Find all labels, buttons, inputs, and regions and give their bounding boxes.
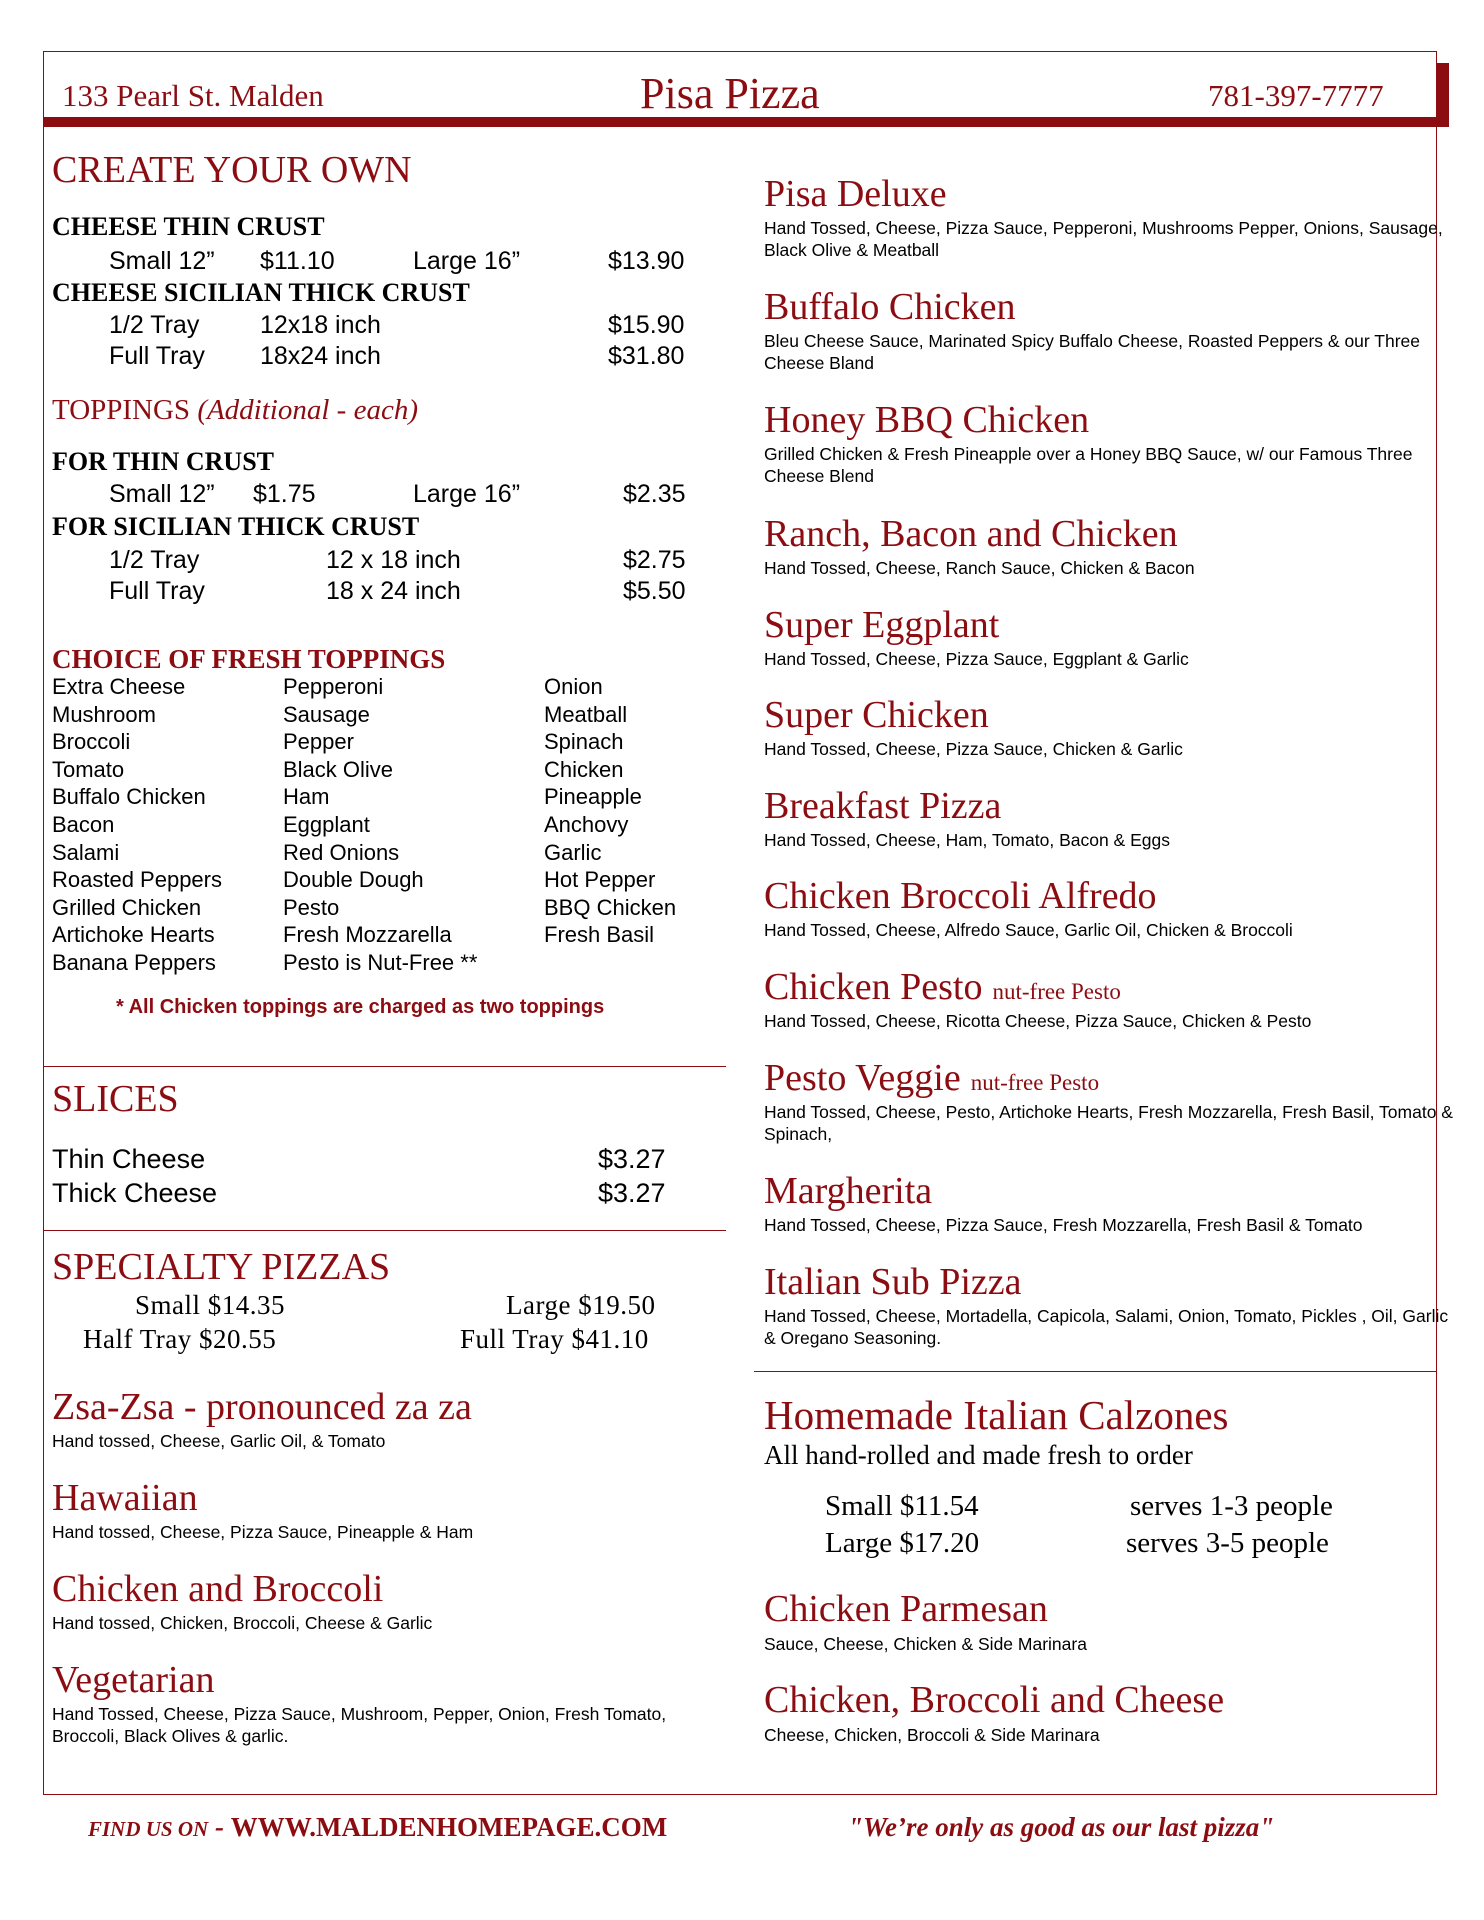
topping-item: Buffalo Chicken <box>52 784 206 810</box>
right-pizza-name <box>764 606 999 644</box>
topping-item: Pesto is Nut-Free ** <box>283 950 478 975</box>
footer-website-link[interactable]: WWW.MALDENHOMEPAGE.COM <box>230 1812 668 1842</box>
right-pizza-desc: Hand Tossed, Cheese, Alfredo Sauce, Garlic Oil, Chicken & Broccoli <box>764 920 1293 940</box>
pizza-note: nut-free Pesto <box>992 979 1121 1004</box>
topping-item: Sausage <box>283 701 370 727</box>
specialty-small-price: Small $14.35 <box>135 1290 286 1320</box>
toppings-half-size: 12 x 18 inch <box>326 546 461 574</box>
right-pizza-name <box>764 1263 1021 1301</box>
right-pizza-name <box>764 1059 1099 1097</box>
toppings-full-price: $5.50 <box>623 577 686 605</box>
right-pizza-desc: Grilled Chicken & Fresh Pineapple over a Honey BBQ Sauce, w/ our Famous Three Cheese Blend <box>764 444 1413 486</box>
toppings-thin-heading: FOR THIN CRUST <box>52 447 275 476</box>
topping-item: Broccoli <box>52 729 131 755</box>
toppings-title-note: (Additional - each) <box>197 394 418 426</box>
sicilian-full-price: $31.80 <box>608 342 685 370</box>
calzone-chicken-broccoli-cheese-desc: Cheese, Chicken, Broccoli & Side Marinara <box>764 1725 1100 1745</box>
pizza-hawaiian-desc: Hand tossed, Cheese, Pizza Sauce, Pineapple & Ham <box>52 1522 474 1542</box>
right-pizza-name <box>764 877 1157 915</box>
right-pizza-desc: Hand Tossed, Cheese, Pizza Sauce, Eggplant & Garlic <box>764 649 1189 669</box>
topping-item: Mushroom <box>52 701 156 727</box>
topping-item: Hot Pepper <box>544 867 656 893</box>
topping-item: Tomato <box>52 756 125 782</box>
topping-item: Bacon <box>52 812 115 837</box>
pizza-zsa-zsa-name: Zsa-Zsa - pronounced za za <box>52 1386 472 1428</box>
topping-item: Banana Peppers <box>52 950 216 975</box>
pizza-name-text: Margherita <box>764 1170 933 1212</box>
pizza-name-text: Chicken Pesto <box>764 966 983 1008</box>
topping-item: Fresh Mozzarella <box>283 922 452 948</box>
header-side-bar <box>1437 63 1449 127</box>
thin-small-label: Small 12” <box>109 247 215 275</box>
sicilian-full-size: 18x24 inch <box>260 342 381 370</box>
chicken-toppings-note: * All Chicken toppings are charged as two toppings <box>116 996 605 1018</box>
sicilian-half-price: $15.90 <box>608 311 685 339</box>
toppings-sicilian-heading: FOR SICILIAN THICK CRUST <box>52 512 420 541</box>
right-pizza-desc: Hand Tossed, Cheese, Ricotta Cheese, Pizza Sauce, Chicken & Pesto <box>764 1011 1312 1031</box>
toppings-full-name: Full Tray <box>109 577 205 605</box>
pizza-name-text: Ranch, Bacon and Chicken <box>764 513 1178 555</box>
right-pizza-name <box>764 288 1016 326</box>
topping-item: Salami <box>52 839 120 865</box>
footer-slogan: "We’re only as good as our last pizza" <box>848 1812 1275 1842</box>
right-pizza-desc: Hand Tossed, Cheese, Ranch Sauce, Chicken & Bacon <box>764 558 1195 578</box>
footer-find-us-label: FIND US ON <box>88 1817 209 1841</box>
specialty-full-tray-price: Full Tray $41.10 <box>460 1324 649 1354</box>
topping-item: BBQ Chicken <box>544 894 677 920</box>
toppings-title <box>52 394 418 427</box>
slice-thick-name: Thick Cheese <box>52 1178 218 1208</box>
right-pizza-desc: Hand Tossed, Cheese, Pizza Sauce, Fresh Mozzarella, Fresh Basil & Tomato <box>764 1215 1363 1235</box>
pizza-name-text: Pesto Veggie <box>764 1057 961 1099</box>
footer-find-us <box>88 1812 667 1843</box>
calzone-large-price: Large $17.20 <box>825 1527 980 1559</box>
create-your-own-title: CREATE YOUR OWN <box>52 149 412 191</box>
topping-item: Pesto <box>283 894 340 920</box>
pizza-vegetarian-name: Vegetarian <box>52 1659 215 1701</box>
divider <box>754 1371 1437 1372</box>
topping-item: Meatball <box>544 701 628 727</box>
toppings-thin-small-label: Small 12” <box>109 480 215 508</box>
topping-item: Pepperoni <box>283 674 384 699</box>
toppings-thin-small-price: $1.75 <box>253 480 316 508</box>
slices-title: SLICES <box>52 1078 179 1120</box>
topping-item: Eggplant <box>283 812 370 837</box>
topping-item: Red Onions <box>283 839 400 865</box>
right-pizza-name <box>764 787 1001 825</box>
topping-item: Ham <box>283 784 330 810</box>
toppings-full-size: 18 x 24 inch <box>326 577 461 605</box>
right-pizza-name <box>764 968 1121 1006</box>
pizza-name-text: Buffalo Chicken <box>764 286 1016 328</box>
pizza-name-text: Pisa Deluxe <box>764 173 947 215</box>
footer-dash: - <box>208 1812 231 1842</box>
right-pizza-desc: Hand Tossed, Cheese, Ham, Tomato, Bacon & Eggs <box>764 830 1170 850</box>
right-pizza-desc: Hand Tossed, Cheese, Pizza Sauce, Chicken & Garlic <box>764 739 1183 759</box>
restaurant-title: Pisa Pizza <box>640 69 820 118</box>
calzones-title: Homemade Italian Calzones <box>764 1392 1229 1438</box>
topping-item: Pepper <box>283 729 354 755</box>
fresh-toppings-title: CHOICE OF FRESH TOPPINGS <box>52 644 446 674</box>
specialty-large-price: Large $19.50 <box>506 1290 656 1320</box>
right-pizza-name <box>764 515 1178 553</box>
toppings-thin-large-label: Large 16” <box>413 480 521 508</box>
pizza-name-text: Honey BBQ Chicken <box>764 399 1090 441</box>
sicilian-heading: CHEESE SICILIAN THICK CRUST <box>52 278 470 307</box>
topping-item: Fresh Basil <box>544 922 655 948</box>
topping-item: Anchovy <box>544 812 629 837</box>
pizza-name-text: Super Eggplant <box>764 604 1000 646</box>
pizza-chicken-broccoli-name: Chicken and Broccoli <box>52 1568 384 1610</box>
divider <box>43 1066 726 1067</box>
pizza-name-text: Super Chicken <box>764 694 989 736</box>
pizza-note: nut-free Pesto <box>970 1070 1100 1095</box>
toppings-half-price: $2.75 <box>623 546 686 574</box>
topping-item: Black Olive <box>283 756 394 782</box>
topping-item: Artichoke Hearts <box>52 922 215 948</box>
slice-thin-name: Thin Cheese <box>52 1144 206 1174</box>
topping-item: Double Dough <box>283 867 424 893</box>
calzone-chicken-parmesan-name: Chicken Parmesan <box>764 1588 1048 1630</box>
topping-item: Garlic <box>544 839 602 865</box>
right-pizza-desc: Hand Tossed, Cheese, Pesto, Artichoke Hearts, Fresh Mozzarella, Fresh Basil, Tomato & Spinach, <box>764 1102 1453 1144</box>
calzones-subtitle: All hand-rolled and made fresh to order <box>764 1440 1193 1470</box>
calzone-chicken-broccoli-cheese-name: Chicken, Broccoli and Cheese <box>764 1679 1225 1721</box>
specialty-half-tray-price: Half Tray $20.55 <box>83 1324 277 1354</box>
address: 133 Pearl St. Malden <box>62 78 324 113</box>
pizza-name-text: Italian Sub Pizza <box>764 1261 1022 1303</box>
thin-large-label: Large 16” <box>413 247 521 275</box>
sicilian-half-size: 12x18 inch <box>260 311 381 339</box>
topping-item: Roasted Peppers <box>52 867 222 893</box>
topping-item: Chicken <box>544 756 624 782</box>
toppings-thin-large-price: $2.35 <box>623 480 686 508</box>
toppings-half-name: 1/2 Tray <box>109 546 200 574</box>
calzone-small-price: Small $11.54 <box>825 1490 979 1522</box>
slice-thin-price: $3.27 <box>598 1144 666 1174</box>
topping-item: Spinach <box>544 729 624 755</box>
calzone-small-serves: serves 1-3 people <box>1130 1490 1333 1522</box>
topping-item: Pineapple <box>544 784 642 810</box>
phone-number: 781-397-7777 <box>1208 78 1384 113</box>
topping-item: Grilled Chicken <box>52 894 202 920</box>
specialty-title: SPECIALTY PIZZAS <box>52 1246 391 1288</box>
calzone-chicken-parmesan-desc: Sauce, Cheese, Chicken & Side Marinara <box>764 1634 1087 1654</box>
calzone-large-serves: serves 3-5 people <box>1126 1527 1329 1559</box>
pizza-vegetarian-desc: Hand Tossed, Cheese, Pizza Sauce, Mushroom, Pepper, Onion, Fresh Tomato, Broccoli, Black Olives & garlic. <box>52 1704 667 1746</box>
right-pizza-desc: Hand Tossed, Cheese, Mortadella, Capicola, Salami, Onion, Tomato, Pickles , Oil, Garlic & Oregano Seasoning. <box>764 1306 1449 1348</box>
pizza-name-text: Breakfast Pizza <box>764 785 1002 827</box>
right-pizza-name <box>764 1172 932 1210</box>
right-pizza-desc: Hand Tossed, Cheese, Pizza Sauce, Pepperoni, Mushrooms Pepper, Onions, Sausage, Black Olive & Meatball <box>764 218 1443 260</box>
right-pizza-name <box>764 175 947 213</box>
right-pizza-desc: Bleu Cheese Sauce, Marinated Spicy Buffalo Cheese, Roasted Peppers & our Three Cheese Bland <box>764 331 1420 373</box>
thin-large-price: $13.90 <box>608 247 685 275</box>
pizza-chicken-broccoli-desc: Hand tossed, Chicken, Broccoli, Cheese & Garlic <box>52 1613 433 1633</box>
topping-item: Extra Cheese <box>52 674 186 699</box>
right-pizza-name <box>764 401 1089 439</box>
pizza-zsa-zsa-desc: Hand tossed, Cheese, Garlic Oil, & Tomato <box>52 1431 386 1451</box>
topping-item: Onion <box>544 674 603 699</box>
pizza-name-text: Chicken Broccoli Alfredo <box>764 875 1157 917</box>
toppings-title-text: TOPPINGS <box>52 394 191 426</box>
pizza-hawaiian-name: Hawaiian <box>52 1477 198 1519</box>
sicilian-full-name: Full Tray <box>109 342 205 370</box>
thin-small-price: $11.10 <box>260 247 335 275</box>
right-pizza-name <box>764 696 989 734</box>
slice-thick-price: $3.27 <box>598 1178 666 1208</box>
thin-crust-heading: CHEESE THIN CRUST <box>52 212 325 241</box>
divider <box>43 1230 726 1231</box>
sicilian-half-name: 1/2 Tray <box>109 311 200 339</box>
